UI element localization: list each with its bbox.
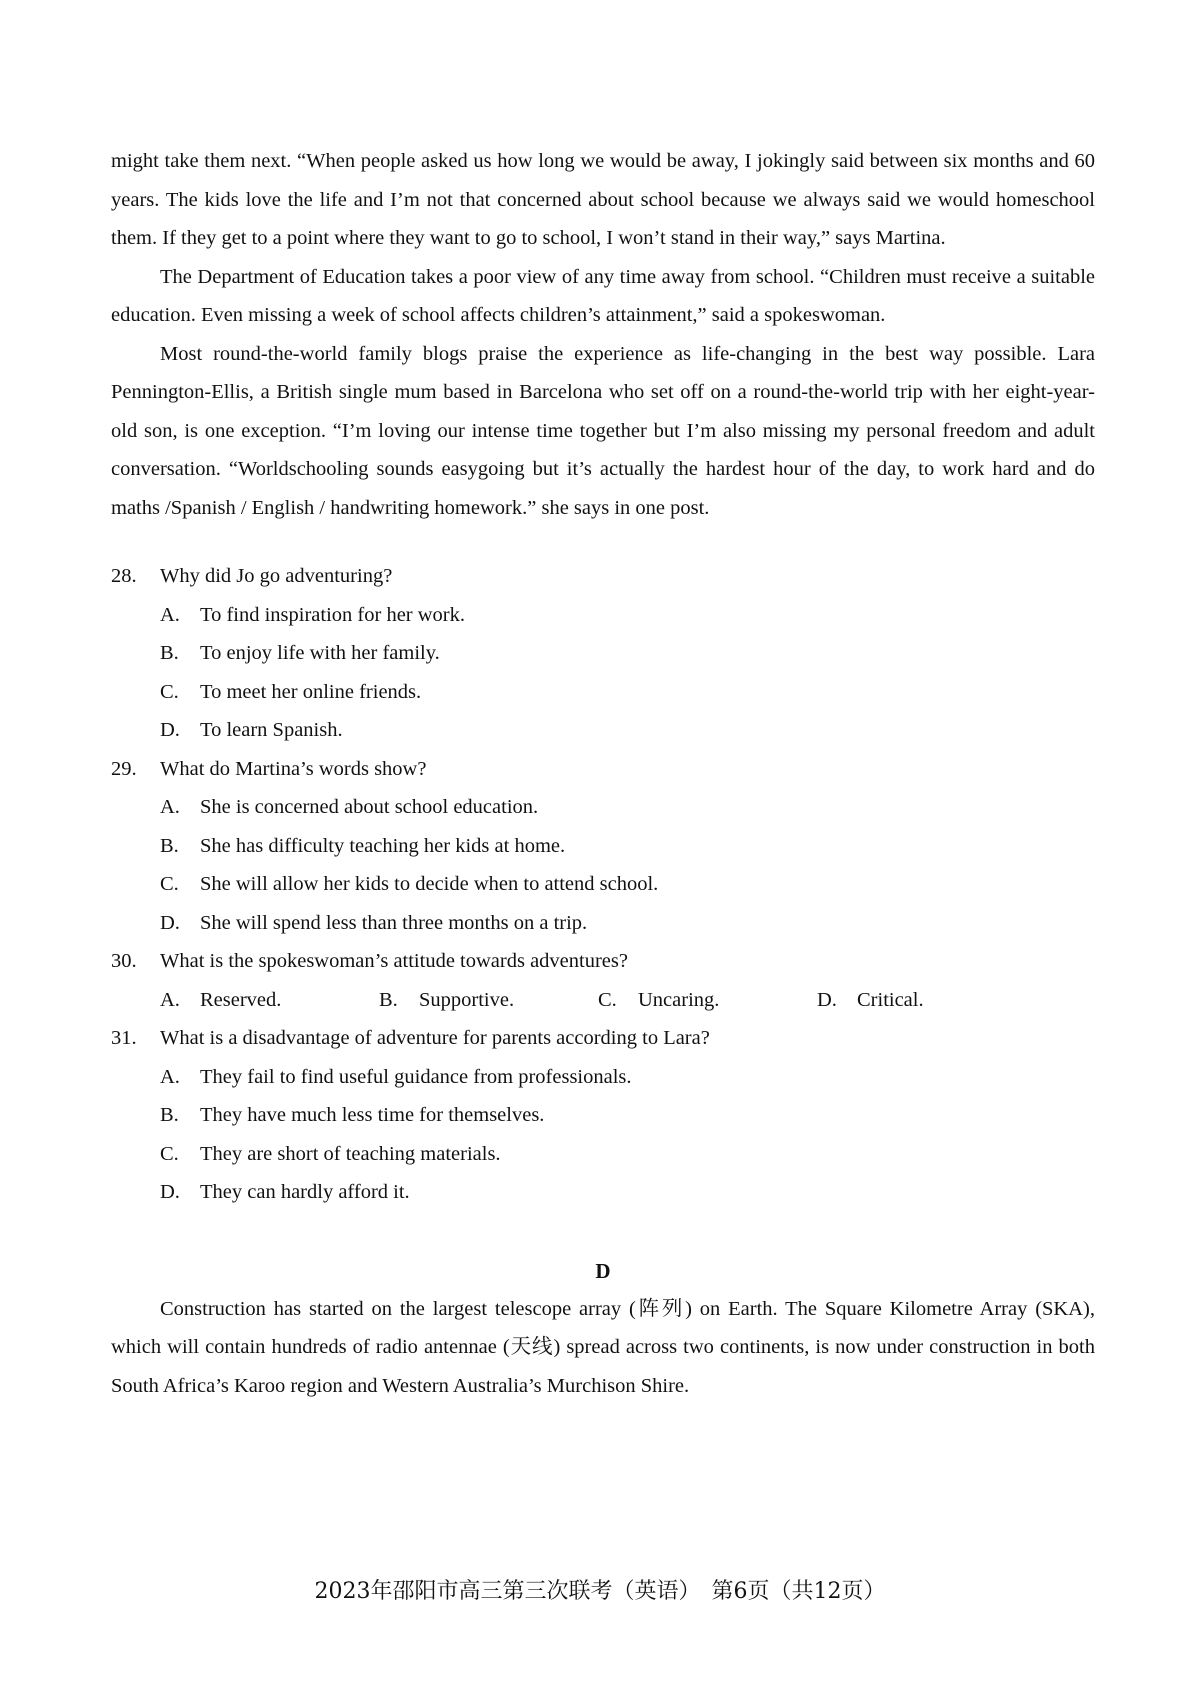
question-number: 31. (111, 1027, 137, 1049)
option-28-b (111, 634, 1095, 673)
option-29-d (111, 904, 1095, 943)
question-28 (111, 557, 1095, 596)
option-text: She has difficulty teaching her kids at home. (200, 834, 566, 857)
option-28-d (111, 711, 1095, 750)
option-text: Uncaring. (638, 988, 720, 1011)
question-number: 28. (111, 565, 137, 587)
option-letter: A. (160, 603, 180, 626)
option-30-c (598, 981, 817, 1020)
option-28-a (111, 596, 1095, 635)
option-text: To meet her online friends. (200, 680, 422, 703)
option-31-d (111, 1173, 1095, 1212)
option-text: To learn Spanish. (200, 719, 343, 741)
section-title: D (595, 1258, 611, 1283)
option-31-c (111, 1135, 1095, 1174)
option-30-b (379, 981, 598, 1020)
option-letter: B. (160, 834, 179, 857)
option-text: Reserved. (200, 988, 282, 1011)
option-letter: A. (160, 796, 180, 818)
option-28-c (111, 673, 1095, 712)
option-text: To find inspiration for her work. (200, 603, 466, 626)
option-letter: C. (160, 873, 179, 895)
question-text: What is a disadvantage of adventure for parents according to Lara? (160, 1027, 710, 1049)
options-30-row (111, 981, 1095, 1020)
option-text: Supportive. (419, 988, 515, 1011)
option-text: She will allow her kids to decide when to attend school. (200, 873, 659, 895)
question-list (111, 557, 1095, 1212)
question-text: What is the spokeswoman’s attitude towards adventures? (160, 950, 628, 972)
passage-paragraph: Most round-the-world family blogs praise the experience as life-changing in the best way possible. Lara Pennington-Ellis, a British single mum based in Barcelona who set off on a round-the-world trip with her eight-year-old son, is one exception. “I’m loving our intense time together but I’m also missing my personal freedom and adult conversation. “Worldschooling sounds easygoing but it’s actually the hardest hour of the day, to work hard and do maths /Spanish / English / handwriting homework.” she says in one post. (111, 342, 1095, 519)
option-letter: B. (160, 1104, 179, 1126)
exam-page (111, 142, 1095, 1405)
question-31 (111, 1019, 1095, 1058)
option-31-a (111, 1058, 1095, 1097)
option-text: She will spend less than three months on a trip. (200, 911, 588, 934)
option-letter: D. (817, 988, 837, 1011)
option-text: They can hardly afford it. (200, 1181, 410, 1203)
option-30-a (160, 981, 379, 1020)
option-text: They are short of teaching materials. (200, 1142, 501, 1165)
option-text: To enjoy life with her family. (200, 642, 440, 664)
option-letter: A. (160, 988, 180, 1011)
option-letter: D. (160, 911, 180, 934)
option-letter: B. (379, 988, 398, 1011)
option-letter: A. (160, 1065, 180, 1088)
option-29-c (111, 865, 1095, 904)
option-letter: C. (160, 1142, 179, 1165)
option-29-b (111, 827, 1095, 866)
option-31-b (111, 1096, 1095, 1135)
question-text: What do Martina’s words show? (160, 757, 427, 780)
question-29 (111, 750, 1095, 789)
option-text: They fail to find useful guidance from professionals. (200, 1065, 632, 1088)
question-number: 29. (111, 757, 137, 780)
option-letter: D. (160, 719, 180, 741)
passage-paragraph: might take them next. “When people asked us how long we would be away, I jokingly said between six months and 60 years. The kids love the life and I’m not that concerned about school because we always said we would homeschool them. If they get to a point where they want to go to school, I won’t stand in their way,” says Martina. (111, 150, 1095, 249)
question-number: 30. (111, 950, 137, 972)
option-30-d (817, 981, 1036, 1020)
option-text: She is concerned about school education. (200, 796, 539, 818)
option-letter: C. (160, 680, 179, 703)
option-letter: D. (160, 1181, 180, 1203)
option-29-a (111, 788, 1095, 827)
option-text: Critical. (857, 988, 924, 1011)
passage-paragraph: The Department of Education takes a poor view of any time away from school. “Children must receive a suitable education. Even missing a week of school affects children’s attainment,” said a spokeswoman. (111, 265, 1095, 326)
option-text: They have much less time for themselves. (200, 1104, 545, 1126)
question-text: Why did Jo go adventuring? (160, 565, 393, 587)
section-d-paragraph: Construction has started on the largest telescope array (阵列) on Earth. The Square Kilometre Array (SKA), which will contain hundreds of radio antennae (天线) spread across two continents, is now under construction in both South Africa’s Karoo region and Western Australia’s Murchison Shire. (111, 1297, 1095, 1397)
page-footer: 2023年邵阳市高三第三次联考（英语） 第6页（共12页） (314, 1579, 886, 1604)
option-letter: C. (598, 988, 617, 1011)
question-30 (111, 942, 1095, 981)
option-letter: B. (160, 642, 179, 664)
